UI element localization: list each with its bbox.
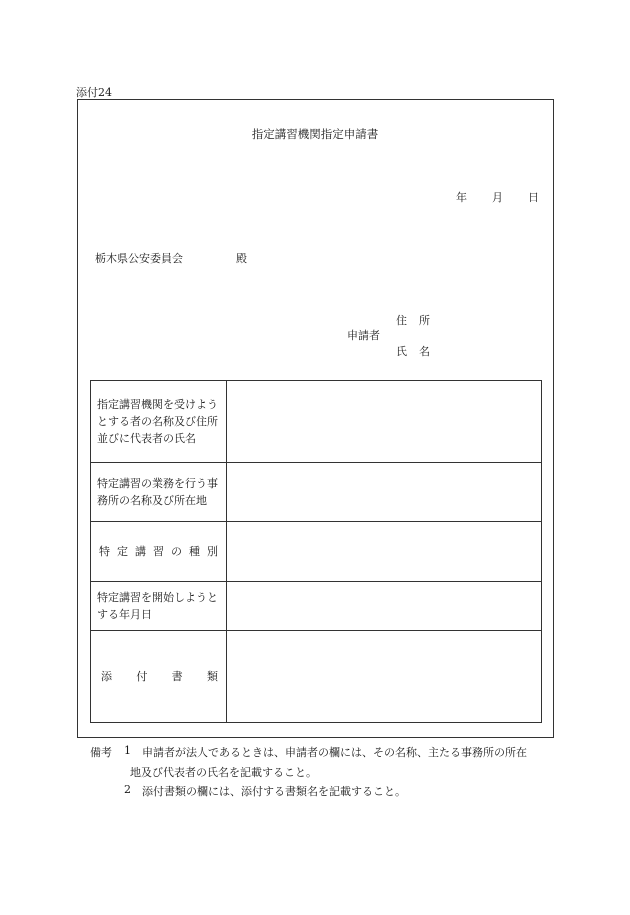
label-char: 書 (171, 670, 183, 683)
label-char: 定 (117, 545, 128, 558)
office-field[interactable] (227, 463, 541, 521)
date-year-label: 年 (456, 191, 467, 204)
label-char: の (171, 545, 182, 558)
remarks-heading: 備考 (90, 746, 112, 759)
table-row (91, 462, 541, 521)
application-table (90, 380, 542, 723)
row-label-applicant-info: 指定講習機関を受けようとする者の名称及び住所並びに代表者の氏名 (91, 381, 227, 462)
name-label: 氏名 (396, 345, 442, 358)
row-label-course-type (91, 522, 227, 581)
row-label-start-date: 特定講習を開始しようとする年月日 (91, 582, 227, 630)
table-row (91, 521, 541, 581)
remark-number: 1 (124, 744, 131, 757)
attachments-field[interactable] (227, 631, 541, 722)
date-month-label: 月 (492, 191, 503, 204)
table-row (91, 581, 541, 630)
label-char: 添 (101, 670, 112, 683)
form-title: 指定講習機関指定申請書 (251, 127, 379, 141)
start-date-field[interactable] (227, 582, 541, 630)
table-row (91, 630, 541, 722)
remark-text: 申請者が法人であるときは、申請者の欄には、その名称、主たる事務所の所在 (142, 746, 527, 759)
label-char: 類 (206, 670, 218, 683)
label-char: 種 (189, 545, 200, 558)
applicant-label: 申請者 (347, 329, 380, 342)
remark-number: 2 (124, 783, 131, 796)
date-day-label: 日 (528, 191, 539, 204)
label-char: 講 (135, 545, 146, 558)
label-char: 別 (207, 545, 218, 558)
remark-text: 添付書類の欄には、添付する書類名を記載すること。 (142, 785, 406, 798)
address-label: 住所 (396, 314, 442, 327)
attachment-label: 添付24 (76, 86, 112, 99)
label-char: 付 (136, 670, 148, 683)
addressee: 栃木県公安委員会 (95, 252, 183, 265)
label-char: 習 (153, 545, 164, 558)
table-row (91, 381, 541, 462)
course-type-field[interactable] (227, 522, 541, 581)
honorific: 殿 (236, 252, 247, 265)
row-label-attachments (91, 631, 227, 722)
row-label-office: 特定講習の業務を行う事務所の名称及び所在地 (91, 463, 227, 521)
applicant-info-field[interactable] (227, 381, 541, 462)
remark-text: 地及び代表者の氏名を記載すること。 (130, 766, 317, 779)
label-char: 特 (99, 545, 110, 558)
